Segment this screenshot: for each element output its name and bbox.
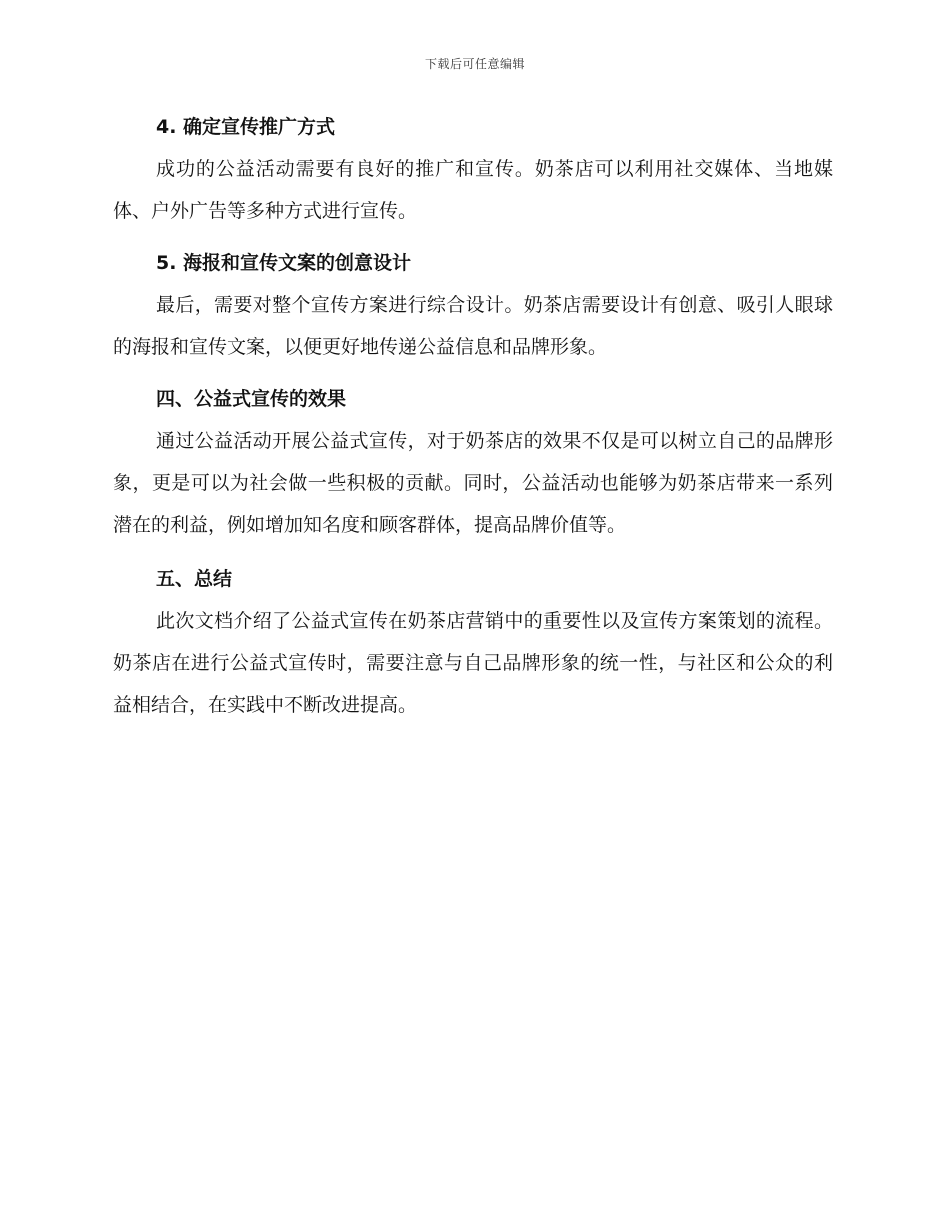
page-header: 下载后可任意编辑	[424, 57, 525, 71]
paragraph-summary: 此次文档介绍了公益式宣传在奶茶店营销中的重要性以及宣传方案策划的流程。奶茶店在进行公益式宣传时，需要注意与自己品牌形象的统一性，与社区和公众的利益相结合，在实践中不断改进提高。	[113, 610, 833, 716]
paragraph-promotion-methods: 成功的公益活动需要有良好的推广和宣传。奶茶店可以利用社交媒体、当地媒体、户外广告等多种方式进行宣传。	[113, 158, 833, 222]
paragraph-effects: 通过公益活动开展公益式宣传，对于奶茶店的效果不仅是可以树立自己的品牌形象，更是可以为社会做一些积极的贡献。同时，公益活动也能够为奶茶店带来一系列潜在的利益，例如增加知名度和顾客群体，提高品牌价值等。	[113, 430, 833, 536]
section-heading-summary: 五、总结	[156, 568, 233, 590]
section-heading-promotion-methods: 4. 确定宣传推广方式	[156, 116, 336, 138]
section-heading-poster-design: 5. 海报和宣传文案的创意设计	[156, 252, 412, 274]
paragraph-poster-design: 最后，需要对整个宣传方案进行综合设计。奶茶店需要设计有创意、吸引人眼球的海报和宣传文案，以便更好地传递公益信息和品牌形象。	[113, 294, 833, 358]
document-body	[113, 106, 833, 736]
section-heading-effects: 四、公益式宣传的效果	[156, 388, 347, 410]
